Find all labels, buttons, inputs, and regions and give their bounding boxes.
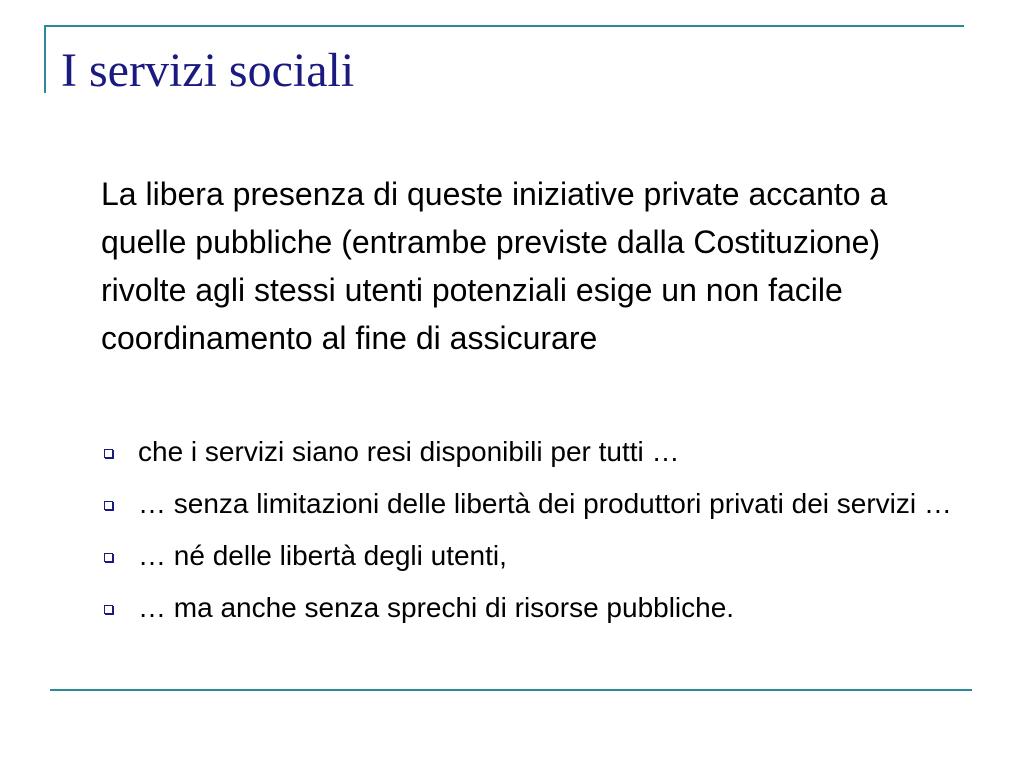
- bullet-item: [100, 432, 970, 471]
- hollow-square-bullet-icon: [104, 605, 113, 614]
- bullet-text: … senza limitazioni delle libertà dei produttori privati dei servizi …: [138, 488, 952, 519]
- body-paragraph: La libera presenza di queste iniziative private accanto a quelle pubbliche (entrambe previste dalla Costituzione) rivolte agli stessi utenti potenziali esige un non facile coordinamento al fine di assicurare: [101, 176, 888, 356]
- bullet-text: … né delle libertà degli utenti,: [138, 540, 507, 571]
- bullet-item: [100, 588, 970, 627]
- title-top-rule: [44, 25, 964, 27]
- hollow-square-bullet-icon: [104, 501, 113, 510]
- footer-rule: [50, 689, 972, 691]
- bullet-text: … ma anche senza sprechi di risorse pubbliche.: [138, 592, 735, 623]
- title-left-rule: [44, 25, 46, 93]
- hollow-square-bullet-icon: [104, 553, 113, 562]
- bullet-item: [100, 536, 970, 575]
- slide-title: I servizi sociali: [61, 44, 355, 97]
- bullet-text: che i servizi siano resi disponibili per tutti …: [138, 436, 680, 467]
- bullet-item: [100, 484, 970, 523]
- bullet-list: [100, 432, 970, 640]
- hollow-square-bullet-icon: [104, 449, 113, 458]
